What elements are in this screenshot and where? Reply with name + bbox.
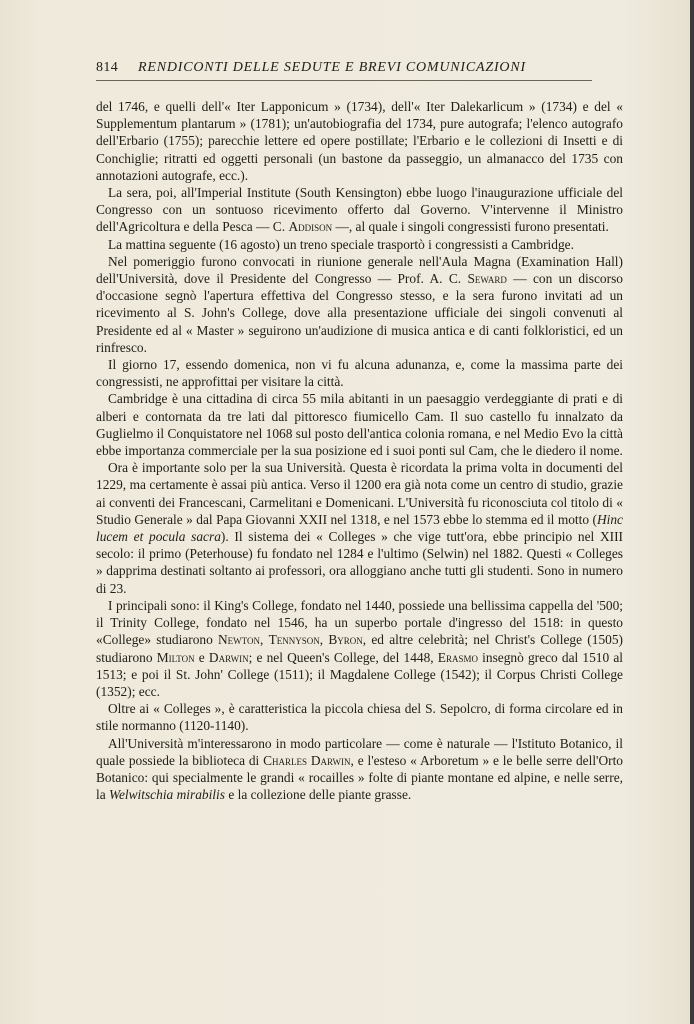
text-run: Nel pomeriggio furono convocati in riunione generale nell'Aula Magna (Examination Hall) dell'Università, dove il Presidente del Congresso — Prof. A. C. xyxy=(96,253,623,287)
paragraph xyxy=(96,597,623,700)
small-caps-name: Newton xyxy=(218,632,261,648)
paragraph xyxy=(96,98,623,184)
paragraph xyxy=(96,253,623,356)
page-edge xyxy=(690,0,694,1024)
running-title: RENDICONTI DELLE SEDUTE E BREVI COMUNICAZIONI xyxy=(138,60,526,75)
small-caps-name: Erasmo xyxy=(437,649,478,665)
paragraph xyxy=(96,184,623,236)
paragraph xyxy=(96,459,623,597)
text-run: —, al quale i singoli congressisti furono presentati. xyxy=(332,219,609,235)
text-run: Ora è importante solo per la sua Università. Questa è ricordata la prima volta in documenti del 1229, ma certamente è assai più antica. Verso il 1200 era già nota come un centro di studio, grazie ai conventi dei Francescani, Carmelitani e Domenicani. L'Università fu riconosciuta col titolo di « Studio Generale » dal Papa Giovanni XXII nel 1318, e nel 1573 ebbe lo stemma ed il motto ( xyxy=(96,460,623,527)
text-run: Cambridge è una cittadina di circa 55 mila abitanti in un paesaggio verdeggiante di prati e di alberi e contornata da tre lati dal pittoresco fiumicello Cam. Il suo castello fu innalzato da Guglielmo il Conquistatore nel 1068 sul posto dell'antica colonia romana, e nel Medio Evo la città ebbe importanza commerciale per la sua posizione ed i suoi ponti sul Cam, che le diedero il nome. xyxy=(96,391,623,459)
small-caps-name: Addison xyxy=(288,219,333,235)
text-run: I principali sono: il King's College, fondato nel 1440, possiede una bellissima cappella del '500; il Trinity College, fondato nel 1546, ha un superbo portale d'ingresso del 1518: in questo «College» studiarono xyxy=(96,597,623,648)
body-text xyxy=(96,98,623,803)
italic-text: Hinc lucem et pocula sacra xyxy=(96,511,623,545)
paragraph xyxy=(96,390,623,459)
text-run: , ed altre celebrità; nel Christ's College (1505) studiarono xyxy=(96,632,623,665)
text-run: ; e nel Queen's College, del 1448, xyxy=(248,649,438,665)
paragraph xyxy=(96,735,623,804)
text-run: — con un discorso d'occasione segnò l'apertura effettiva del Congresso stesso, e la sera furono invitati ad un ricevimento al S. John's College, dove alla presentazione ufficiale dei singoli convenuti al Presidente ed al « Master » seguirono un'audizione di musica antica e di canti folkloristici, ed un rinfresco. xyxy=(96,271,623,355)
text-run: Oltre ai « Colleges », è caratteristica la piccola chiesa del S. Sepolcro, di forma circolare ed in stile normanno (1120-1140). xyxy=(96,701,623,734)
text-run: La mattina seguente (16 agosto) un treno speciale trasportò i congressisti a Cambridge. xyxy=(108,236,574,252)
small-caps-name: Milton xyxy=(156,649,195,665)
paragraph xyxy=(96,236,623,253)
text-run: e la collezione delle piante grasse. xyxy=(224,787,412,803)
small-caps-name: Seward xyxy=(467,271,507,287)
text-run: , xyxy=(260,632,269,648)
paragraph xyxy=(96,700,623,734)
text-run: All'Università m'interessarono in modo particolare — come è naturale — l'Istituto Botanico, il quale possiede la biblioteca di xyxy=(96,735,623,768)
text-run: , e l'esteso « Arboretum » e le belle serre dell'Orto Botanico: qui specialmente le grandi « rocailles » folte di piante montane ed alpine, e nelle serre, la xyxy=(96,752,624,803)
text-run: , xyxy=(319,632,329,648)
small-caps-name: Byron xyxy=(328,632,363,648)
text-run: insegnò greco dal 1510 al 1513; e poi il St. John' College (1511); il Magdalene College (1542); il Corpus Christi College (1352); ecc. xyxy=(96,649,624,699)
small-caps-name: Tennyson xyxy=(268,632,320,648)
running-header xyxy=(96,58,592,81)
text-run: del 1746, e quelli dell'« Iter Lapponicum » (1734), dell'« Iter Dalekarlicum » (1734) e del « Supplementum plantarum » (1781); un'autobiografia del 1734, pure autografa; l'elenco autografo dell'Erbario (1755); parecchie lettere ed opere postillate; l'Erbario e le collezioni di Insetti e di Conchiglie; ritratti ed oggetti personali (un bastone da passeggio, un almanacco del 1735 con annotazioni autografe, ecc.). xyxy=(96,99,623,183)
text-run: e xyxy=(194,649,209,665)
italic-text: Welwitschia mirabilis xyxy=(109,787,225,803)
paragraph xyxy=(96,356,623,390)
text-run: La sera, poi, all'Imperial Institute (South Kensington) ebbe luogo l'inaugurazione ufficiale del Congresso con un sontuoso ricevimento offerto dal Governo. V'intervenne il Ministro dell'Agricoltura e della Pesca — C. xyxy=(96,185,623,235)
page-number: 814 xyxy=(96,60,119,75)
text-run: Il giorno 17, essendo domenica, non vi fu alcuna adunanza, e, come la massima parte dei congressisti, ne approfittai per visitare la città. xyxy=(96,357,623,390)
small-caps-name: Darwin xyxy=(208,649,249,665)
text-run: ). Il sistema dei « Colleges » che vige tutt'ora, ebbe principio nel XIII secolo: il primo (Peterhouse) fu fondato nel 1284 e l'ultimo (Selwin) nel 1882. Questi « Colleges » dapprima destinati soltanto ai professori, ora alloggiano anche tutti gli studenti. Sono in numero di 23. xyxy=(96,529,623,596)
small-caps-name: Charles Darwin xyxy=(263,752,351,768)
